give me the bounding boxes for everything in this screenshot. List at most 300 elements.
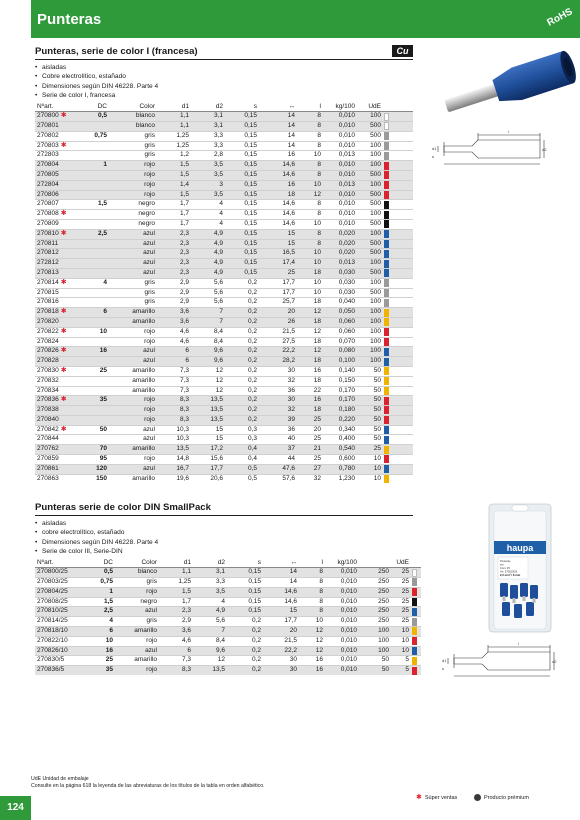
cell-d2: 13,5 — [191, 415, 225, 425]
table-row — [35, 607, 421, 617]
cell-ude: 5 — [391, 666, 411, 675]
color-swatch — [384, 230, 389, 238]
cell-d2: 9,6 — [191, 347, 225, 357]
cell-ude: 100 — [357, 327, 383, 337]
cell-color: rojo — [109, 455, 157, 465]
cell-color: amarillo — [109, 317, 157, 327]
table-row — [35, 112, 413, 122]
cell-dc: 16 — [91, 646, 115, 656]
cell-kg: 0,013 — [323, 259, 357, 269]
cell-dc: 10 — [91, 636, 115, 646]
cell-d1: 2,3 — [159, 607, 193, 617]
cell-art: 270838 — [35, 406, 87, 416]
color-chip-cell — [411, 597, 421, 607]
cell-ude: 100 — [357, 278, 383, 288]
cell-d1: 2,3 — [157, 239, 191, 249]
cell-d2: 4,9 — [191, 249, 225, 259]
article-number: 270814 — [37, 278, 59, 286]
cell-len: 22,2 — [263, 646, 299, 656]
cell-d2: 15,6 — [191, 455, 225, 465]
cell-ude: 50 — [357, 435, 383, 445]
cell-len: 15 — [263, 607, 299, 617]
cell-ude: 100 — [357, 298, 383, 308]
cell-len: 14 — [259, 131, 297, 141]
cell-kg: 0,010 — [323, 200, 357, 210]
bestseller-star-icon: ✱ — [60, 229, 67, 237]
cell-len: 30 — [263, 666, 299, 675]
color-swatch — [384, 455, 389, 463]
cell-color: rojo — [115, 636, 159, 646]
pack-label-line: 2,5 mm² / 8 mm — [500, 573, 521, 577]
cell-color: azul — [115, 646, 159, 656]
color-swatch — [412, 627, 417, 635]
cell-dc: 16 — [87, 347, 109, 357]
cell-len: 18 — [259, 190, 297, 200]
cell-d1: 3,6 — [159, 626, 193, 636]
cell-d2: 2,8 — [191, 151, 225, 161]
cell-len: 20 — [263, 626, 299, 636]
color-swatch — [384, 152, 389, 160]
cell-d2: 4,9 — [193, 607, 227, 617]
cell-ude: 25 — [391, 587, 411, 597]
cell-l: 16 — [297, 396, 323, 406]
footer-ude: UdE Unidad de embalaje — [31, 776, 89, 782]
cell-s: 0,15 — [225, 170, 259, 180]
color-swatch — [384, 377, 389, 385]
page-title: Punteras — [37, 11, 102, 28]
cell-l: 8 — [297, 170, 323, 180]
table-row — [35, 396, 413, 406]
cell-art — [35, 141, 87, 151]
cell-s: 0,15 — [225, 161, 259, 171]
cell-ude: 100 — [357, 180, 383, 190]
cell-color: azul — [109, 435, 157, 445]
color-swatch — [384, 191, 389, 199]
cell-len: 14 — [259, 121, 297, 131]
table-row — [35, 455, 413, 465]
cell-art: 270824 — [35, 337, 87, 347]
cell-d2: 7 — [193, 626, 227, 636]
cell-len: 14,6 — [259, 161, 297, 171]
cell-dc: 4 — [91, 617, 115, 627]
cell-color: amarillo — [109, 308, 157, 318]
cell-art: 270804 — [35, 161, 87, 171]
cell-art — [35, 112, 87, 122]
cell-color: rojo — [109, 337, 157, 347]
color-swatch — [412, 569, 417, 577]
color-chip-cell — [383, 210, 413, 220]
cell-color: azul — [109, 268, 157, 278]
column-header: s — [227, 558, 263, 568]
cell-kg: 0,010 — [325, 577, 359, 587]
ferrule-dimension-drawing — [430, 128, 548, 168]
cell-d2: 3,3 — [191, 141, 225, 151]
cell-d2: 13,5 — [193, 666, 227, 675]
smallpack-dimension-drawing — [440, 640, 558, 680]
cell-color: blanco — [109, 112, 157, 122]
cell-kg: 0,010 — [323, 170, 357, 180]
color-swatch — [384, 358, 389, 366]
cell-q: 100 — [359, 646, 391, 656]
cell-d1: 1,25 — [159, 577, 193, 587]
cell-len: 21,5 — [259, 327, 297, 337]
cell-color: rojo — [109, 415, 157, 425]
cell-d1: 4,6 — [157, 327, 191, 337]
table-row — [35, 626, 421, 636]
cell-ude: 25 — [391, 597, 411, 607]
cell-dc — [87, 268, 109, 278]
cell-d1: 6 — [159, 646, 193, 656]
cell-l: 25 — [297, 415, 323, 425]
cell-len: 14 — [259, 141, 297, 151]
cell-d2: 8,4 — [193, 636, 227, 646]
cell-color: rojo — [109, 396, 157, 406]
cell-ude: 500 — [357, 131, 383, 141]
cell-len: 36 — [259, 386, 297, 396]
cell-ude: 50 — [357, 425, 383, 435]
cell-dc — [87, 376, 109, 386]
cell-art: 270816 — [35, 298, 87, 308]
cell-art — [35, 210, 87, 220]
feature-item: • Serie de color I, francesa — [35, 91, 413, 100]
cell-s: 0,15 — [225, 249, 259, 259]
cell-len: 21,5 — [263, 636, 299, 646]
cell-dc: 0,5 — [91, 568, 115, 578]
feature-item: • Dimensiones según DIN 46228. Parte 4 — [35, 538, 413, 547]
cell-l: 16 — [299, 666, 325, 675]
legend-premium — [474, 794, 529, 802]
color-chip-cell — [383, 357, 413, 367]
color-chip-cell — [383, 347, 413, 357]
cell-color: rojo — [109, 170, 157, 180]
cell-art: 270818/10 — [35, 626, 91, 636]
color-chip-cell — [383, 229, 413, 239]
cell-s: 0,15 — [227, 597, 263, 607]
page-header — [31, 0, 580, 38]
cell-d2: 3,3 — [193, 577, 227, 587]
table-row — [35, 425, 413, 435]
cell-kg: 0,600 — [323, 455, 357, 465]
cell-ude: 100 — [357, 308, 383, 318]
cell-s: 0,2 — [225, 376, 259, 386]
cell-art: 270802 — [35, 131, 87, 141]
color-swatch — [384, 367, 389, 375]
color-swatch — [384, 475, 389, 483]
cell-ude: 500 — [357, 190, 383, 200]
table-row — [35, 577, 421, 587]
cell-l: 8 — [297, 210, 323, 220]
cell-ude: 100 — [357, 337, 383, 347]
color-chip-cell — [383, 161, 413, 171]
color-swatch — [384, 299, 389, 307]
cell-l: 12 — [297, 190, 323, 200]
cell-d2: 3,5 — [193, 587, 227, 597]
cell-dc — [87, 210, 109, 220]
cell-s: 0,2 — [225, 415, 259, 425]
cell-l: 12 — [297, 347, 323, 357]
cell-d1: 8,3 — [157, 396, 191, 406]
cell-ude: 10 — [357, 455, 383, 465]
column-header: UdE — [357, 102, 383, 112]
table-row — [35, 464, 413, 474]
color-chip-cell — [383, 298, 413, 308]
cell-art: 272803 — [35, 151, 87, 161]
cell-dc: 10 — [87, 327, 109, 337]
cell-kg: 0,540 — [323, 445, 357, 455]
table-row — [35, 219, 413, 229]
cell-ude: 10 — [357, 474, 383, 483]
cell-d2: 12 — [191, 376, 225, 386]
table-row — [35, 161, 413, 171]
cell-art: 270826/10 — [35, 646, 91, 656]
cell-d1: 2,9 — [159, 617, 193, 627]
column-header: kg/100 — [325, 558, 359, 568]
table-row — [35, 347, 413, 357]
cell-d1: 1,5 — [157, 161, 191, 171]
color-swatch — [384, 289, 389, 297]
cell-art — [35, 308, 87, 318]
cell-ude: 50 — [357, 366, 383, 376]
cell-s: 0,15 — [225, 131, 259, 141]
cell-art: 270863 — [35, 474, 87, 483]
cell-dc: 0,75 — [87, 131, 109, 141]
cell-dc: 0,75 — [91, 577, 115, 587]
cell-dc: 50 — [87, 425, 109, 435]
cell-len: 14,6 — [259, 210, 297, 220]
color-chip-cell — [411, 646, 421, 656]
cell-ude: 500 — [357, 170, 383, 180]
cell-ude: 50 — [357, 415, 383, 425]
cell-d1: 2,3 — [157, 268, 191, 278]
cell-kg: 0,040 — [323, 298, 357, 308]
cell-ude: 50 — [357, 396, 383, 406]
cell-s: 0,2 — [227, 617, 263, 627]
cell-len: 22,2 — [259, 347, 297, 357]
cell-kg: 0,400 — [323, 435, 357, 445]
cell-q: 50 — [359, 656, 391, 666]
cell-len: 17,7 — [259, 288, 297, 298]
article-number: 270836 — [37, 396, 59, 404]
table-row — [35, 190, 413, 200]
cell-l: 10 — [299, 617, 325, 627]
cell-d2: 7 — [191, 317, 225, 327]
cell-s: 0,2 — [227, 646, 263, 656]
cell-art: 270828 — [35, 357, 87, 367]
cell-d2: 9,6 — [191, 357, 225, 367]
cell-dc — [87, 406, 109, 416]
cell-l: 8 — [297, 121, 323, 131]
cell-ude: 500 — [357, 288, 383, 298]
cell-color: azul — [109, 259, 157, 269]
drawing-label-s: s — [442, 666, 444, 671]
cell-dc: 2,5 — [91, 607, 115, 617]
cell-kg: 0,010 — [325, 617, 359, 627]
cell-kg: 0,030 — [323, 288, 357, 298]
table-row — [35, 131, 413, 141]
cell-ude: 10 — [391, 646, 411, 656]
cell-len: 30 — [259, 366, 297, 376]
cell-ude: 100 — [357, 229, 383, 239]
cell-ude: 100 — [357, 112, 383, 122]
cell-kg: 0,030 — [323, 268, 357, 278]
cell-d2: 17,7 — [191, 464, 225, 474]
column-header-color — [411, 558, 421, 568]
cell-l: 18 — [297, 268, 323, 278]
smallpack-photo — [488, 503, 552, 633]
cell-kg: 0,180 — [323, 406, 357, 416]
cell-s: 0,2 — [225, 317, 259, 327]
table-row — [35, 180, 413, 190]
color-chip-cell — [383, 200, 413, 210]
copper-badge: Cu — [392, 45, 413, 57]
cell-len: 14,6 — [259, 170, 297, 180]
cell-dc — [87, 415, 109, 425]
table-row — [35, 308, 413, 318]
column-header: d2 — [191, 102, 225, 112]
cell-kg: 0,010 — [323, 190, 357, 200]
cell-d2: 4,9 — [191, 229, 225, 239]
cell-len: 27,5 — [259, 337, 297, 347]
cell-d1: 7,3 — [157, 386, 191, 396]
cell-kg: 0,010 — [323, 161, 357, 171]
cell-q: 50 — [359, 666, 391, 675]
cell-dc: 25 — [87, 366, 109, 376]
cell-d1: 10,3 — [157, 425, 191, 435]
bestseller-star-icon: ✱ — [60, 327, 67, 335]
color-chip-cell — [383, 219, 413, 229]
bestseller-star-icon: ✱ — [60, 210, 67, 218]
cell-s: 0,2 — [227, 666, 263, 675]
table-row — [35, 617, 421, 627]
table-row — [35, 317, 413, 327]
drawing-label-l: l — [508, 129, 509, 134]
cell-l: 25 — [297, 435, 323, 445]
cell-d2: 17,2 — [191, 445, 225, 455]
cell-kg: 0,780 — [323, 464, 357, 474]
color-chip-cell — [383, 317, 413, 327]
cell-len: 25 — [259, 268, 297, 278]
cell-d1: 3,6 — [157, 317, 191, 327]
cell-s: 0,15 — [227, 577, 263, 587]
cell-dc — [87, 317, 109, 327]
column-header: DC — [91, 558, 115, 568]
cell-d1: 1,1 — [159, 568, 193, 578]
cell-kg: 0,020 — [323, 239, 357, 249]
cell-d1: 1,7 — [157, 200, 191, 210]
cell-q: 250 — [359, 587, 391, 597]
table-row — [35, 121, 413, 131]
cell-color: rojo — [109, 190, 157, 200]
table-row — [35, 327, 413, 337]
color-swatch — [384, 201, 389, 209]
cell-art: 270822/10 — [35, 636, 91, 646]
cell-color: blanco — [115, 568, 159, 578]
cell-dc: 95 — [87, 455, 109, 465]
table-row — [35, 298, 413, 308]
cell-s: 0,2 — [227, 656, 263, 666]
drawing-label-s: s — [432, 154, 434, 159]
cell-l: 18 — [297, 357, 323, 367]
cell-art: 270801 — [35, 121, 87, 131]
cell-s: 0,15 — [227, 587, 263, 597]
color-chip-cell — [383, 464, 413, 474]
table-row — [35, 239, 413, 249]
cell-l: 8 — [299, 607, 325, 617]
cell-color: rojo — [115, 587, 159, 597]
color-swatch — [384, 426, 389, 434]
cell-l: 20 — [297, 425, 323, 435]
cell-color: azul — [109, 464, 157, 474]
cell-kg: 0,010 — [325, 636, 359, 646]
cell-d2: 5,6 — [191, 288, 225, 298]
cell-d2: 13,5 — [191, 406, 225, 416]
cell-color: negro — [109, 210, 157, 220]
feature-item: • aisladas — [35, 63, 413, 72]
cell-ude: 50 — [357, 386, 383, 396]
color-swatch — [384, 436, 389, 444]
cell-l: 25 — [297, 455, 323, 465]
cell-art: 270806 — [35, 190, 87, 200]
column-header: Nºart. — [35, 102, 87, 112]
table-row — [35, 435, 413, 445]
cell-d1: 14,8 — [157, 455, 191, 465]
table-row — [35, 200, 413, 210]
color-swatch — [412, 647, 417, 655]
cell-color: gris — [115, 577, 159, 587]
cell-l: 27 — [297, 464, 323, 474]
cell-color: negro — [109, 200, 157, 210]
cell-d2: 3,5 — [191, 190, 225, 200]
cell-len: 17,7 — [259, 278, 297, 288]
table-row — [35, 636, 421, 646]
cell-l: 18 — [297, 317, 323, 327]
feature-item: • Serie de color III, Serie-DIN — [35, 547, 413, 556]
cell-art: 270834 — [35, 386, 87, 396]
cell-l: 10 — [297, 151, 323, 161]
cell-dc: 70 — [87, 445, 109, 455]
color-swatch — [412, 608, 417, 616]
table-row — [35, 288, 413, 298]
cell-l: 10 — [297, 219, 323, 229]
cell-s: 0,5 — [225, 464, 259, 474]
cell-color: rojo — [109, 406, 157, 416]
cell-s: 0,2 — [225, 308, 259, 318]
premium-badge-icon — [474, 794, 481, 801]
cell-s: 0,2 — [225, 366, 259, 376]
cell-dc: 120 — [87, 464, 109, 474]
column-header: DC — [87, 102, 109, 112]
pack-label-line: Art. 270810/25 — [500, 570, 518, 574]
cell-kg: 0,010 — [323, 112, 357, 122]
cell-color: amarillo — [109, 445, 157, 455]
column-header-color — [383, 102, 413, 112]
cell-color: amarillo — [115, 626, 159, 636]
cell-len: 14,6 — [263, 587, 299, 597]
table-row — [35, 415, 413, 425]
cell-ude: 10 — [391, 626, 411, 636]
cell-kg: 0,060 — [323, 327, 357, 337]
cell-d2: 4,9 — [191, 239, 225, 249]
cell-len: 16,5 — [259, 249, 297, 259]
feature-item: • Cobre electrolítico, estañado — [35, 72, 413, 81]
color-chip-cell — [383, 445, 413, 455]
cell-ude: 25 — [391, 617, 411, 627]
cell-kg: 0,030 — [323, 278, 357, 288]
cell-l: 10 — [297, 180, 323, 190]
table-row — [35, 151, 413, 161]
cell-s: 0,15 — [225, 259, 259, 269]
bestseller-star-icon: ✱ — [60, 308, 67, 316]
